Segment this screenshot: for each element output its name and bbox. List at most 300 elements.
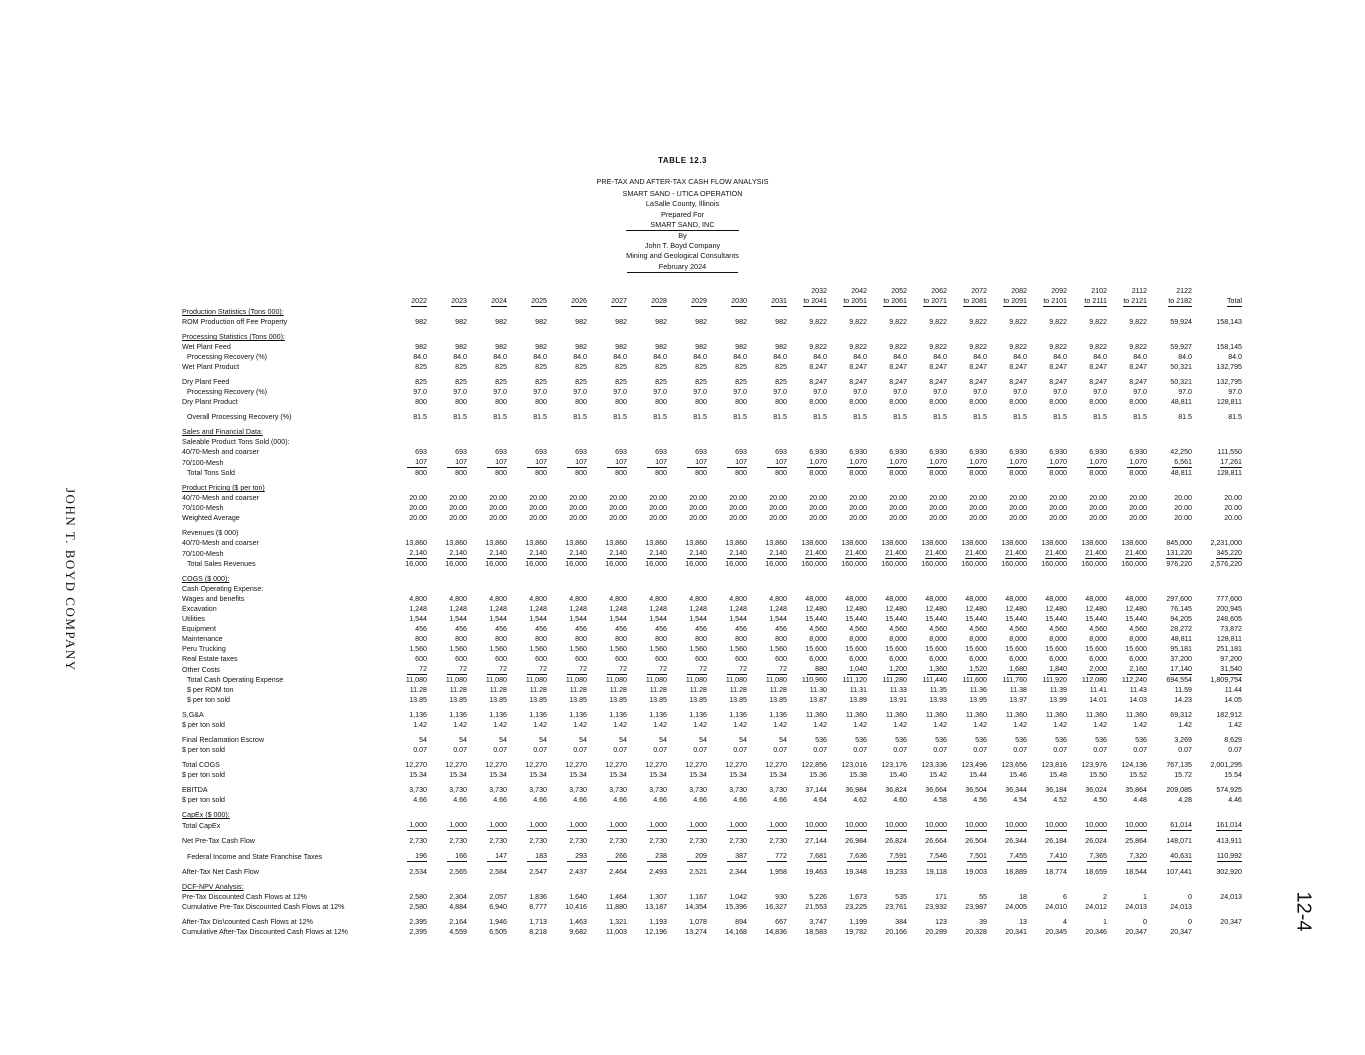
table-row: [182, 387, 1242, 397]
cell-value: 15,440: [1045, 615, 1067, 623]
table-cell: [947, 917, 987, 927]
table-cell: [827, 795, 867, 805]
cell-value: 20.00: [1129, 514, 1147, 522]
cell-value: 266: [607, 851, 627, 862]
table-cell: [467, 468, 507, 478]
cell-value: 536: [815, 736, 827, 744]
table-cell: [787, 745, 827, 755]
cell-value: 4,800: [529, 595, 547, 603]
cell-value: 11,080: [645, 676, 667, 684]
cell-value: 0.07: [613, 746, 627, 754]
table-cell: [867, 675, 907, 685]
table-cell: [587, 342, 627, 352]
cell-value: 132,795: [1216, 363, 1242, 371]
cell-value: 2,140: [567, 548, 587, 559]
cell-value: 15.54: [1224, 771, 1242, 779]
table-cell: [587, 685, 627, 695]
cell-value: 97.0: [693, 388, 707, 396]
cell-value: 21,400: [1085, 549, 1107, 557]
cell-value: 2,730: [729, 837, 747, 845]
table-cell: [427, 836, 467, 846]
table-cell: [1147, 457, 1192, 468]
cell-value: 600: [615, 655, 627, 663]
table-cell: [547, 538, 587, 548]
table-cell: [1107, 362, 1147, 372]
table-row: [182, 644, 1242, 654]
table-cell: [1067, 785, 1107, 795]
table-cell: [1192, 735, 1242, 745]
cell-value: 10,000: [965, 821, 987, 829]
table-cell: [827, 614, 867, 624]
cell-value: 4.58: [933, 796, 947, 804]
cell-value: 13,860: [485, 539, 507, 547]
table-cell: [947, 317, 987, 327]
table-cell: [587, 362, 627, 372]
cell-value: 107: [527, 457, 547, 468]
cell-value: 20.00: [849, 514, 867, 522]
cell-value: 81.5: [893, 413, 907, 421]
cell-value: 16,000: [645, 560, 667, 568]
cell-value: 1,544: [769, 615, 787, 623]
cell-value: 81.5: [1013, 413, 1027, 421]
table-cell: [867, 634, 907, 644]
cell-value: 20.00: [849, 494, 867, 502]
cell-value: 1,070: [847, 457, 867, 468]
cell-value: 693: [495, 448, 507, 456]
column-header-top: 2082: [1011, 287, 1027, 295]
cell-value: 37,200: [1170, 655, 1192, 663]
cell-value: 1,836: [529, 893, 547, 901]
table-cell: [467, 902, 507, 912]
table-cell: [1192, 836, 1242, 846]
cell-value: 11,360: [845, 711, 867, 719]
cell-value: 825: [775, 363, 787, 371]
cell-value: 26,504: [965, 837, 987, 845]
cell-value: 1,560: [769, 645, 787, 653]
cell-value: 13,860: [685, 539, 707, 547]
table-row: [182, 820, 1242, 831]
table-cell: [707, 720, 747, 730]
table-cell: [747, 317, 787, 327]
cell-value: 10,000: [1005, 821, 1027, 829]
table-cell: [1107, 342, 1147, 352]
table-cell: [467, 387, 507, 397]
table-cell: [707, 710, 747, 720]
cell-value: 9,822: [929, 343, 947, 351]
cell-value: 160,000: [841, 560, 867, 568]
table-cell: [1192, 624, 1242, 634]
cell-value: 13,860: [765, 539, 787, 547]
cell-value: 97.0: [413, 388, 427, 396]
table-cell: [1147, 548, 1192, 559]
row-label: Processing Recovery (%): [187, 353, 268, 361]
section-heading-row: [182, 332, 1242, 342]
table-cell: [907, 836, 947, 846]
table-cell: [707, 614, 747, 624]
column-header: [787, 286, 827, 307]
cell-value: 238: [647, 851, 667, 862]
cell-value: 11,360: [1085, 711, 1107, 719]
table-cell: [987, 644, 1027, 654]
table-cell: [947, 548, 987, 559]
table-cell: [1027, 634, 1067, 644]
table-cell: [867, 836, 907, 846]
cell-value: 13.85: [529, 696, 547, 704]
cell-value: 11,080: [525, 676, 547, 684]
table-cell: [1107, 710, 1147, 720]
cell-value: 13,187: [645, 903, 667, 911]
table-cell: [387, 654, 427, 664]
table-cell: [987, 745, 1027, 755]
table-cell: [1067, 695, 1107, 705]
table-cell: [1107, 513, 1147, 523]
table-cell: [907, 493, 947, 503]
cell-value: 20.00: [929, 514, 947, 522]
table-cell: [467, 735, 507, 745]
table-cell: [867, 624, 907, 634]
cell-value: 138,600: [961, 539, 987, 547]
table-cell: [507, 559, 547, 569]
cell-value: 4.46: [1228, 796, 1242, 804]
table-cell: [907, 664, 947, 675]
cell-value: 10,000: [1045, 821, 1067, 829]
cell-value: 15.50: [1089, 771, 1107, 779]
table-cell: [1107, 664, 1147, 675]
cash-flow-table: [182, 286, 1242, 937]
cell-value: 15.34: [569, 771, 587, 779]
table-cell: [1107, 836, 1147, 846]
table-cell: [427, 675, 467, 685]
table-cell: [387, 548, 427, 559]
column-header: [747, 286, 787, 307]
row-label: 70/100-Mesh: [182, 549, 224, 558]
table-cell: [1067, 760, 1107, 770]
cell-value: 20.00: [889, 514, 907, 522]
cell-value: 1,544: [569, 615, 587, 623]
cell-value: 10,000: [885, 821, 907, 829]
table-cell: [827, 634, 867, 644]
cell-value: 9,822: [809, 343, 827, 351]
table-cell: [787, 513, 827, 523]
table-cell: [987, 387, 1027, 397]
cell-value: 0.07: [773, 746, 787, 754]
table-cell: [867, 685, 907, 695]
cell-value: 11.28: [649, 686, 667, 694]
table-cell: [547, 614, 587, 624]
cell-value: 81.5: [693, 413, 707, 421]
table-cell: [667, 342, 707, 352]
cell-value: 1.42: [413, 721, 427, 729]
table-cell: [387, 377, 427, 387]
table-row: [182, 917, 1242, 927]
table-cell: [907, 675, 947, 685]
cell-value: 20.00: [649, 494, 667, 502]
table-cell: [707, 735, 747, 745]
cell-value: 1,248: [489, 605, 507, 613]
table-cell: [627, 892, 667, 902]
table-title: TABLE 12.3: [658, 156, 707, 165]
cell-value: 13: [1019, 918, 1027, 926]
cell-value: 4,560: [809, 625, 827, 633]
table-cell: [1192, 457, 1242, 468]
table-cell: [1107, 720, 1147, 730]
table-cell: [947, 559, 987, 569]
table-cell: [987, 902, 1027, 912]
table-cell: [1147, 634, 1192, 644]
table-cell: [1067, 447, 1107, 457]
cell-value: 2,001,295: [1210, 761, 1242, 769]
cell-value: 107: [407, 457, 427, 468]
cell-value: 7,636: [847, 851, 867, 862]
cell-value: 128,811: [1216, 398, 1242, 406]
cell-value: 15.34: [729, 771, 747, 779]
cell-value: 20.00: [929, 494, 947, 502]
cell-value: 72: [407, 664, 427, 675]
cell-value: 97.0: [1093, 388, 1107, 396]
cell-value: 122,856: [801, 761, 827, 769]
cell-value: 1,136: [609, 711, 627, 719]
table-cell: [987, 720, 1027, 730]
cell-value: 1,560: [529, 645, 547, 653]
cell-value: 1,464: [609, 893, 627, 901]
cell-value: 26,984: [845, 837, 867, 845]
section-heading: COGS ($ 000):: [182, 575, 230, 583]
cell-value: 20.00: [769, 514, 787, 522]
table-cell: [1192, 412, 1242, 422]
table-cell: [667, 917, 707, 927]
cell-value: 4,560: [1089, 625, 1107, 633]
row-label: $ per ton sold: [187, 696, 230, 704]
table-cell: [1192, 559, 1242, 569]
table-cell: [947, 412, 987, 422]
cell-value: 8,000: [1009, 398, 1027, 406]
cell-value: 84.0: [533, 353, 547, 361]
cell-value: 15.48: [1049, 771, 1067, 779]
column-header-top: 2092: [1051, 287, 1067, 295]
cell-value: 20.00: [889, 494, 907, 502]
cell-value: 0.07: [653, 746, 667, 754]
cell-value: 8,000: [929, 469, 947, 477]
table-cell: [787, 654, 827, 664]
table-cell: [467, 412, 507, 422]
table-cell: [467, 917, 507, 927]
cell-value: 81.5: [973, 413, 987, 421]
cell-value: 0.07: [493, 746, 507, 754]
table-cell: [827, 513, 867, 523]
table-cell: [747, 927, 787, 937]
cell-value: 97.0: [973, 388, 987, 396]
cell-value: 20,347: [1125, 928, 1147, 936]
row-label: After-Tax Net Cash Flow: [182, 868, 259, 876]
table-cell: [387, 745, 427, 755]
table-cell: [827, 820, 867, 831]
cell-value: 160,000: [921, 560, 947, 568]
table-cell: [1027, 503, 1067, 513]
cell-value: 2,584: [489, 868, 507, 876]
table-cell: [1147, 770, 1192, 780]
cell-value: 13,860: [445, 539, 467, 547]
section-heading: Product Pricing ($ per ton): [182, 484, 265, 492]
table-cell: [667, 644, 707, 654]
table-cell: [587, 624, 627, 634]
table-cell: [987, 604, 1027, 614]
table-cell: [987, 559, 1027, 569]
cell-value: 81.5: [813, 413, 827, 421]
table-cell: [427, 644, 467, 654]
table-cell: [907, 795, 947, 805]
table-cell: [1027, 735, 1067, 745]
cell-value: 110,960: [801, 676, 827, 684]
table-cell: [1067, 917, 1107, 927]
table-cell: [1107, 634, 1147, 644]
table-cell: [787, 538, 827, 548]
cell-value: 894: [735, 918, 747, 926]
client-name: SMART SAND, INC: [560, 220, 805, 231]
table-row: [182, 559, 1242, 569]
cell-value: 10,000: [925, 821, 947, 829]
cell-value: 800: [775, 469, 787, 477]
cell-value: 13,860: [605, 539, 627, 547]
column-header-top: 2112: [1131, 287, 1147, 295]
cell-value: 4.52: [1053, 796, 1067, 804]
table-cell: [627, 548, 667, 559]
table-cell: [827, 785, 867, 795]
table-cell: [627, 720, 667, 730]
row-label: Wages and benefits: [182, 595, 245, 603]
table-cell: [587, 513, 627, 523]
table-cell: [547, 352, 587, 362]
table-cell: [507, 387, 547, 397]
cell-value: 166: [447, 851, 467, 862]
table-cell: [1147, 362, 1192, 372]
table-cell: [587, 695, 627, 705]
column-header-bottom: 2023: [451, 297, 467, 305]
cell-value: 384: [895, 918, 907, 926]
table-cell: [1192, 513, 1242, 523]
cell-value: 1,000: [527, 820, 547, 831]
cell-value: 54: [779, 736, 787, 744]
table-cell: [827, 745, 867, 755]
table-cell: [1147, 397, 1192, 407]
table-cell: [1192, 538, 1242, 548]
table-cell: [867, 695, 907, 705]
table-cell: [467, 604, 507, 614]
table-row: [182, 710, 1242, 720]
table-cell: [587, 785, 627, 795]
table-cell: [467, 548, 507, 559]
cell-value: 8,000: [969, 398, 987, 406]
table-cell: [627, 760, 667, 770]
table-cell: [827, 377, 867, 387]
table-cell: [1107, 397, 1147, 407]
cell-value: 4,800: [609, 595, 627, 603]
cell-value: 825: [495, 363, 507, 371]
cell-value: 1,560: [449, 645, 467, 653]
cell-value: 19,463: [805, 868, 827, 876]
cell-value: 800: [655, 469, 667, 477]
cell-value: 35,864: [1125, 786, 1147, 794]
row-label: $ per ton sold: [182, 746, 225, 754]
table-cell: [627, 397, 667, 407]
table-cell: [707, 538, 747, 548]
cell-value: 8,000: [929, 398, 947, 406]
table-cell: [547, 851, 587, 862]
cell-value: 6,930: [1009, 448, 1027, 456]
cell-value: 6,930: [849, 448, 867, 456]
cell-value: 11,360: [1005, 711, 1027, 719]
header-blank: [182, 286, 387, 307]
table-cell: [1027, 362, 1067, 372]
table-row: [182, 317, 1242, 327]
table-cell: [547, 387, 587, 397]
cell-value: 19,782: [845, 928, 867, 936]
table-cell: [867, 892, 907, 902]
table-cell: [387, 644, 427, 654]
cell-value: 2,231,000: [1210, 539, 1242, 547]
table-cell: [827, 654, 867, 664]
cell-value: 13.85: [689, 696, 707, 704]
table-cell: [787, 664, 827, 675]
cell-value: 13,274: [685, 928, 707, 936]
table-cell: [547, 917, 587, 927]
cell-value: 20.00: [969, 514, 987, 522]
cell-value: 11.41: [1089, 686, 1107, 694]
cell-value: 4,559: [449, 928, 467, 936]
table-cell: [1027, 412, 1067, 422]
table-row: [182, 654, 1242, 664]
table-cell: [1147, 720, 1192, 730]
table-cell: [1192, 644, 1242, 654]
table-cell: [787, 675, 827, 685]
table-cell: [1147, 644, 1192, 654]
table-cell: [467, 851, 507, 862]
cell-value: 982: [495, 343, 507, 351]
table-cell: [827, 362, 867, 372]
cell-value: 18,583: [805, 928, 827, 936]
column-header: [507, 286, 547, 307]
cell-value: 800: [695, 469, 707, 477]
cell-value: 6,930: [1089, 448, 1107, 456]
table-cell: [827, 664, 867, 675]
table-cell: [707, 559, 747, 569]
cell-value: 54: [459, 736, 467, 744]
table-cell: [1107, 447, 1147, 457]
table-cell: [427, 387, 467, 397]
cell-value: 48,000: [925, 595, 947, 603]
table-cell: [627, 745, 667, 755]
table-cell: [947, 735, 987, 745]
table-cell: [387, 664, 427, 675]
table-cell: [867, 604, 907, 614]
table-row: [182, 342, 1242, 352]
cell-value: 2,395: [409, 928, 427, 936]
table-cell: [427, 664, 467, 675]
cell-value: 8,247: [929, 378, 947, 386]
table-cell: [867, 795, 907, 805]
table-cell: [867, 447, 907, 457]
cell-value: 0.07: [733, 746, 747, 754]
table-cell: [387, 720, 427, 730]
subheading: Revenues ($ 000): [182, 529, 239, 537]
table-cell: [987, 538, 1027, 548]
cell-value: 20.00: [969, 504, 987, 512]
row-label: Final Reclamation Escrow: [182, 736, 265, 744]
cell-value: 387: [727, 851, 747, 862]
cell-value: 12,480: [965, 605, 987, 613]
table-cell: [1027, 604, 1067, 614]
table-cell: [1067, 604, 1107, 614]
cell-value: 9,822: [969, 343, 987, 351]
